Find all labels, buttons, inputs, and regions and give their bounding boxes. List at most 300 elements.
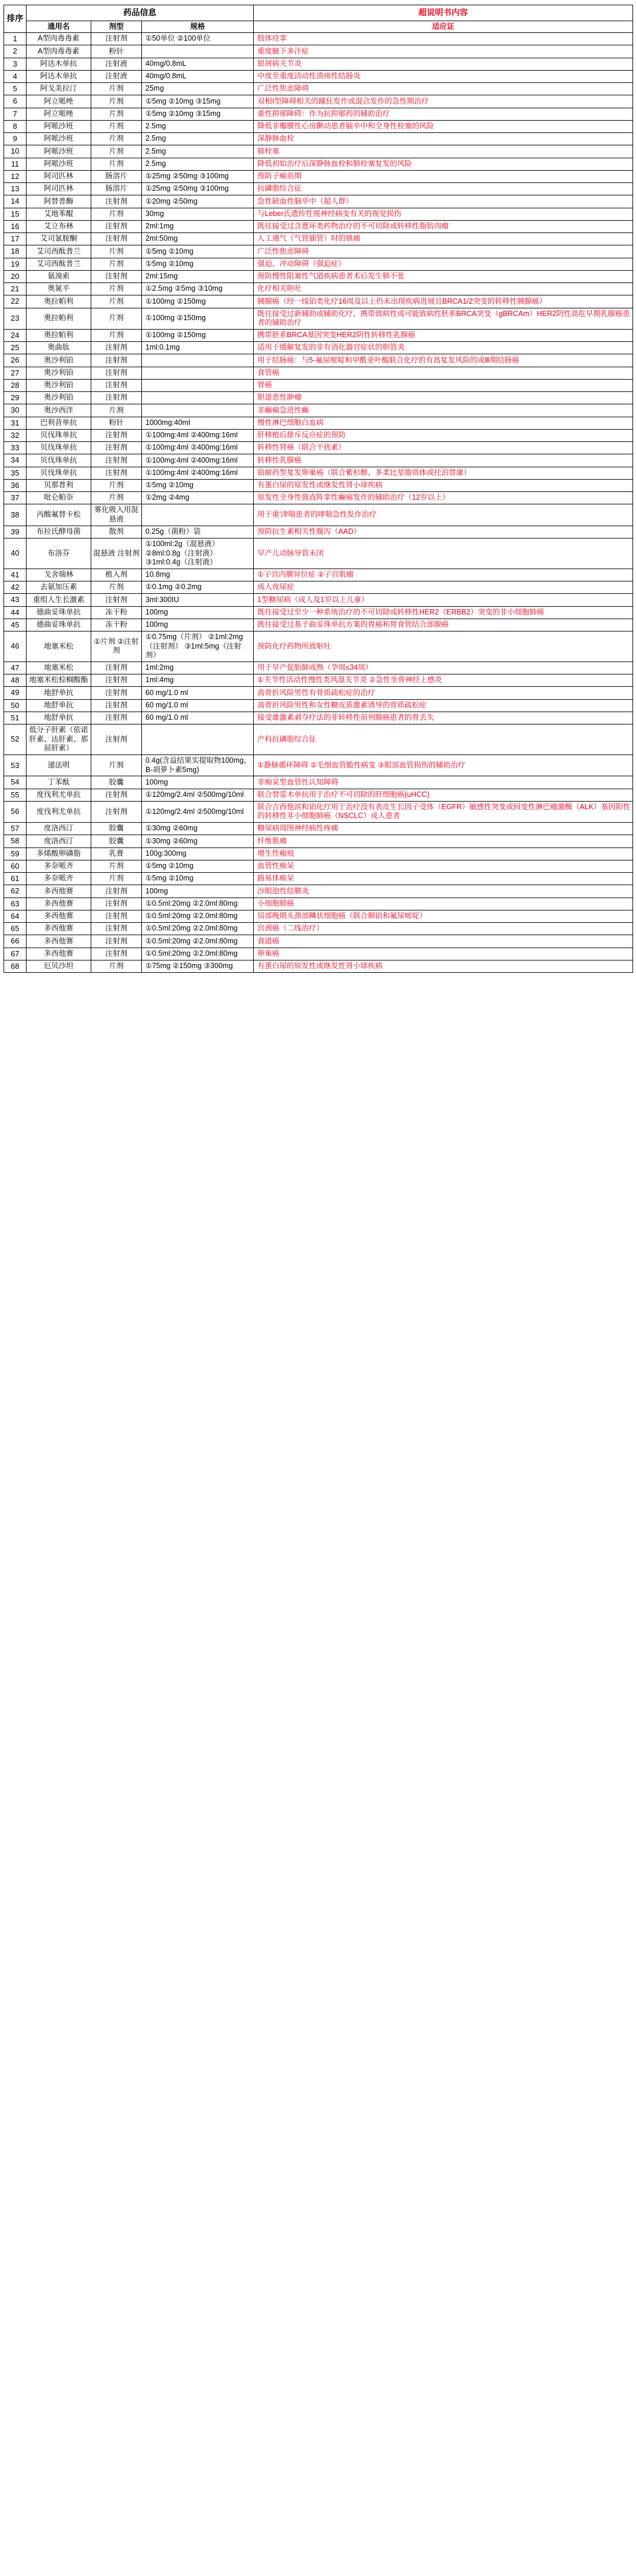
table-row [4,801,633,822]
cell-dosage-form: 注射剂 [91,885,142,898]
cell-generic-name: 阿司匹林 [26,170,91,182]
cell-index: 12 [4,170,26,182]
cell-dosage-form: 胶囊 [91,776,142,789]
cell-index: 42 [4,581,26,594]
cell-generic-name: 阿立哌唑 [26,95,91,108]
cell-indication: 广泛性焦虑障碍 [254,83,633,95]
cell-index: 19 [4,258,26,270]
header-form: 剂型 [91,21,142,33]
cell-indication: 既往接受过至少一种系统治疗的不可切除或转移性HER2（ERBB2）突变的非小细胞肺癌 [254,606,633,619]
cell-dosage-form: 注射剂 [91,789,142,801]
cell-generic-name: A型肉毒毒素 [26,45,91,58]
cell-specification: ①2.5mg ②5mg ③10mg [142,283,254,295]
cell-dosage-form: 粉针 [91,45,142,58]
table-row [4,594,633,606]
cell-indication: 血管性痴呆 [254,860,633,872]
cell-dosage-form: 注射剂 [91,392,142,404]
cell-specification: ①0.1mg ②0.2mg [142,581,254,594]
cell-dosage-form: 胶囊 [91,835,142,847]
cell-dosage-form: 注射剂 [91,687,142,699]
cell-specification: 100mg [142,606,254,619]
cell-dosage-form: 植入剂 [91,569,142,581]
cell-dosage-form: 片剂 [91,873,142,885]
cell-generic-name: 奥拉帕利 [26,295,91,308]
cell-dosage-form: 注射剂 [91,270,142,282]
cell-dosage-form: 片剂 [91,404,142,417]
cell-specification: ①100mg:4ml ②400mg:16ml [142,467,254,479]
cell-generic-name: 去氨加压素 [26,581,91,594]
cell-specification: 2.5mg [142,133,254,145]
cell-specification: ①5mg ②10mg [142,860,254,872]
cell-specification: ①25mg ②50mg ③100mg [142,170,254,182]
cell-index: 62 [4,885,26,898]
cell-specification: ①50单位 ②100单位 [142,33,254,45]
cell-indication: 抗磷脂综合征 [254,183,633,195]
cell-generic-name: 艾地苯醌 [26,208,91,220]
cell-specification [142,354,254,367]
cell-indication: 宫颈癌（二线治疗） [254,923,633,935]
cell-index: 5 [4,83,26,95]
cell-indication: 广泛性焦虑障碍 [254,245,633,258]
cell-generic-name: 地舒单抗 [26,687,91,699]
cell-specification: 60 mg/1.0 ml [142,687,254,699]
cell-dosage-form: 注射剂 [91,801,142,822]
cell-specification: ①75mg ②150mg ③300mg [142,960,254,972]
cell-indication: 银屑病关节炎 [254,58,633,70]
cell-index: 26 [4,354,26,367]
cell-dosage-form: 注射剂 [91,454,142,467]
cell-dosage-form: 片剂 [91,329,142,341]
table-row [4,631,633,662]
cell-index: 37 [4,492,26,504]
cell-specification [142,392,254,404]
cell-specification: ①30mg ②60mg [142,823,254,835]
cell-generic-name: 多西他赛 [26,948,91,960]
table-row [4,108,633,120]
cell-specification: ①100mg ②150mg [142,329,254,341]
cell-specification: 40mg/0.8mL [142,58,254,70]
cell-index: 64 [4,910,26,922]
cell-generic-name: 度洛西汀 [26,823,91,835]
cell-dosage-form: 粉针 [91,417,142,429]
cell-generic-name: 阿哌沙班 [26,158,91,170]
cell-specification: 100mg [142,885,254,898]
cell-generic-name: 阿达木单抗 [26,70,91,82]
cell-dosage-form: 片剂 [91,145,142,158]
cell-specification: 2.5mg [142,145,254,158]
cell-index: 6 [4,95,26,108]
cell-generic-name: 阿达木单抗 [26,58,91,70]
cell-index: 25 [4,342,26,354]
cell-indication: 适用于缓解复发的非有消化器官症状的胆管炎 [254,342,633,354]
cell-specification: ①5mg ②10mg [142,873,254,885]
cell-indication: 食管癌 [254,367,633,379]
cell-index: 48 [4,674,26,687]
table-row [4,354,633,367]
cell-index: 59 [4,847,26,860]
cell-index: 46 [4,631,26,662]
table-row [4,258,633,270]
cell-dosage-form: 肠溶片 [91,170,142,182]
cell-generic-name: 贝伐珠单抗 [26,467,91,479]
cell-dosage-form: 注射剂 [91,354,142,367]
cell-generic-name: 贝那普利 [26,479,91,491]
cell-index: 15 [4,208,26,220]
cell-generic-name: 德曲妥珠单抗 [26,619,91,631]
cell-generic-name: 艾立布林 [26,220,91,232]
cell-indication: 急性缺血性脑卒中（超人群） [254,195,633,208]
table-row [4,526,633,538]
cell-indication: 有蛋白尿的原发性或继发性肾小球疾病 [254,960,633,972]
cell-specification: ①100mg:4ml ②400mg:16ml [142,442,254,454]
table-row [4,183,633,195]
cell-indication: 转移性乳腺癌 [254,454,633,467]
cell-index: 2 [4,45,26,58]
cell-specification: 2ml:15mg [142,270,254,282]
cell-specification: ①30mg ②60mg [142,835,254,847]
cell-specification: ①0.5ml:20mg ②2.0ml:80mg [142,948,254,960]
cell-indication: 原发性全身性强直阵挛性癫痫发作的辅助治疗（12岁以上） [254,492,633,504]
document-page [0,0,636,985]
cell-generic-name: 递法明 [26,755,91,776]
cell-index: 43 [4,594,26,606]
cell-index: 47 [4,662,26,674]
cell-generic-name: 地塞米松 [26,662,91,674]
cell-indication: 用于结肠癌：与5-氟尿嘧啶和甲酰亚叶酸联合化疗的有高复发风险的或Ⅲ期结肠癌 [254,354,633,367]
table-row [4,860,633,872]
cell-generic-name: 度伐利尤单抗 [26,801,91,822]
cell-index: 56 [4,801,26,822]
cell-dosage-form: 注射剂 [91,233,142,245]
cell-dosage-form: 片剂 [91,755,142,776]
cell-index: 57 [4,823,26,835]
cell-indication: 重性抑郁障碍：作为抗抑郁药的辅助治疗 [254,108,633,120]
cell-indication: 既往接受过基于曲妥珠单抗方案的胃癌和胃食管结合部腺癌 [254,619,633,631]
table-row [4,674,633,687]
cell-index: 28 [4,379,26,391]
cell-indication: 用于早产促胎肺成熟（孕周≤34周） [254,662,633,674]
cell-indication: 路易体痴呆 [254,873,633,885]
cell-specification: 1ml:0.1mg [142,342,254,354]
cell-dosage-form: 片剂 [91,245,142,258]
cell-specification: ①100mg:4ml ②400mg:16ml [142,429,254,441]
cell-indication: 深静脉血栓 [254,133,633,145]
cell-indication: 既往接受过新辅助或辅助化疗、携带致病性或可能致病性胚系BRCA突变（gBRCAm）HER2阴性高危早期乳腺癌患者的辅助治疗 [254,308,633,329]
cell-generic-name: 德曲妥珠单抗 [26,606,91,619]
cell-specification [142,404,254,417]
cell-dosage-form: 片剂 [91,83,142,95]
cell-generic-name: 地塞米松 [26,631,91,662]
cell-indication: 预防慢性阻塞性气道疾病患者术后发生肺不张 [254,270,633,282]
cell-specification: ①20mg ②50mg [142,195,254,208]
cell-generic-name: 重组人生长激素 [26,594,91,606]
cell-generic-name: 巴利昔单抗 [26,417,91,429]
table-row [4,454,633,467]
cell-generic-name: 贝伐珠单抗 [26,454,91,467]
cell-dosage-form: 片剂 [91,120,142,132]
cell-index: 31 [4,417,26,429]
cell-indication: 高骨折风险男性有骨质疏松症的治疗 [254,687,633,699]
cell-specification: 10.8mg [142,569,254,581]
cell-indication: 增生性瘢痕 [254,847,633,860]
table-row [4,295,633,308]
cell-indication: 用于重'津喘患者的哮喘急性发作治疗 [254,504,633,526]
table-row [4,195,633,208]
table-row [4,885,633,898]
cell-specification: ①5mg ②10mg [142,479,254,491]
cell-generic-name: 氨溴索 [26,270,91,282]
table-row [4,898,633,910]
table-row [4,379,633,391]
table-row [4,45,633,58]
cell-indication: 强迫、冲动障碍（强迫症） [254,258,633,270]
cell-indication: 1型糖尿病（成人及1岁以上儿童） [254,594,633,606]
cell-dosage-form: 注射剂 [91,429,142,441]
table-row [4,948,633,960]
cell-specification: 100mg [142,619,254,631]
cell-dosage-form: 注射剂 [91,367,142,379]
cell-indication: 联合替雷木单抗用于治疗不可切除的肝细胞癌(uHCC) [254,789,633,801]
cell-indication: 人工通气（气管插管）时的镇痛 [254,233,633,245]
drug-offlabel-table [4,5,633,973]
cell-dosage-form: 注射剂 [91,699,142,712]
cell-indication: 联合吉西他滨和铂化疗用于治疗没有表皮生长因子受体（EGFR）敏感性突变或间变性淋巴瘤激酶（ALK）基因阳性的转移性非小细胞肺癌（NSCLC）成人患者 [254,801,633,822]
cell-indication: ①关节性活动性慢性类风湿关节炎 ②急性坐骨神经上感炎 [254,674,633,687]
cell-indication: 预防抗生素相关性腹泻（AAD） [254,526,633,538]
cell-index: 8 [4,120,26,132]
table-row [4,208,633,220]
cell-index: 36 [4,479,26,491]
table-row [4,270,633,282]
cell-indication: 卵巢癌 [254,948,633,960]
cell-dosage-form: 乳膏 [91,847,142,860]
table-row [4,83,633,95]
header-generic: 通用名 [26,21,91,33]
cell-dosage-form: 注射剂 [91,220,142,232]
table-row [4,847,633,860]
cell-specification [142,724,254,755]
table-row [4,581,633,594]
table-row [4,755,633,776]
cell-specification: ①100ml:2g（混悬液） ②8ml:0.8g（注射液） ③1ml:0.4g（注射液） [142,538,254,569]
cell-specification: 3ml:300IU [142,594,254,606]
cell-generic-name: 厄贝沙坦 [26,960,91,972]
cell-generic-name: 地舒单抗 [26,712,91,724]
cell-generic-name: 度伐利尤单抗 [26,789,91,801]
cell-specification: 60 mg/1.0 ml [142,699,254,712]
cell-indication: 产科抗磷脂综合征 [254,724,633,755]
cell-indication: 降低初始治疗后深静脉血栓和肺栓塞复发的风险 [254,158,633,170]
table-row [4,342,633,354]
cell-indication: 胆道恶性肿瘤 [254,392,633,404]
table-row [4,392,633,404]
cell-dosage-form: 散剂 [91,526,142,538]
table-row [4,662,633,674]
table-header-group-row [4,5,633,21]
cell-dosage-form: 注射剂 [91,342,142,354]
cell-specification: ①0.5ml:20mg ②2.0ml:80mg [142,935,254,948]
cell-generic-name: 奥沙利铂 [26,367,91,379]
cell-index: 68 [4,960,26,972]
cell-specification [142,379,254,391]
cell-generic-name: 地舒单抗 [26,699,91,712]
cell-dosage-form: 注射剂 [91,662,142,674]
cell-indication: 非癫痫急进性癫 [254,404,633,417]
cell-specification [142,45,254,58]
table-row [4,923,633,935]
cell-indication: 小细胞肺癌 [254,898,633,910]
cell-index: 53 [4,755,26,776]
cell-indication: 肝移植后排斥反应症的预防 [254,429,633,441]
cell-dosage-form: 注射液 [91,70,142,82]
cell-dosage-form: 注射剂 [91,923,142,935]
table-row [4,429,633,441]
table-row [4,699,633,712]
cell-generic-name: 地塞米松棕榈酸酯 [26,674,91,687]
table-row [4,835,633,847]
cell-index: 10 [4,145,26,158]
table-row [4,308,633,329]
cell-specification [142,367,254,379]
table-row [4,417,633,429]
cell-dosage-form: 片剂 [91,108,142,120]
cell-indication: 胃癌 [254,379,633,391]
cell-generic-name: 奥拉帕利 [26,329,91,341]
cell-specification: 25mg [142,83,254,95]
cell-dosage-form: 注射剂 [91,948,142,960]
table-header-row [4,21,633,33]
cell-index: 3 [4,58,26,70]
cell-indication: 糖尿病周围神经病性疼痛 [254,823,633,835]
cell-dosage-form: 注射剂 [91,442,142,454]
cell-indication: 转移性肾癌（联合干扰素） [254,442,633,454]
cell-indication: 中度至重度活动性溃疡性结肠炎 [254,70,633,82]
cell-dosage-form: 冻干粉 [91,619,142,631]
cell-dosage-form: 片剂 [91,479,142,491]
cell-specification: ①0.5ml:20mg ②2.0ml:80mg [142,910,254,922]
cell-dosage-form: 肠溶片 [91,183,142,195]
cell-generic-name: 多奈哌齐 [26,873,91,885]
cell-index: 7 [4,108,26,120]
table-row [4,404,633,417]
cell-dosage-form: 片剂 [91,283,142,295]
table-row [4,569,633,581]
cell-dosage-form: 片剂 [91,960,142,972]
cell-specification: 100g:300mg [142,847,254,860]
cell-indication: 降低非瓣膜性心房颤动患者脑卒中和全身性栓塞的风险 [254,120,633,132]
cell-index: 34 [4,454,26,467]
cell-dosage-form: 注射液 [91,58,142,70]
cell-specification: 1000mg:40ml [142,417,254,429]
cell-index: 66 [4,935,26,948]
cell-indication: 铂耐药型复发卵巢癌（联合紫杉醇、多柔比星脂质体或托泊替康） [254,467,633,479]
cell-index: 13 [4,183,26,195]
cell-dosage-form: 注射剂 [91,195,142,208]
cell-specification: ①5mg ②10mg [142,258,254,270]
cell-generic-name: 吡仑帕奈 [26,492,91,504]
cell-index: 33 [4,442,26,454]
cell-indication: 与Leber氏遗传性视神经病变有关的视觉损伤 [254,208,633,220]
cell-index: 32 [4,429,26,441]
cell-specification: 1ml:4mg [142,674,254,687]
cell-dosage-form: 片剂 [91,295,142,308]
cell-index: 49 [4,687,26,699]
cell-dosage-form: 胶囊 [91,823,142,835]
header-indication: 适应证 [254,21,633,33]
cell-generic-name: 布拉氏酵母菌 [26,526,91,538]
cell-generic-name: 多西他赛 [26,885,91,898]
cell-indication: 重度腋下多汗症 [254,45,633,58]
cell-specification: 100mg [142,776,254,789]
cell-specification: 30mg [142,208,254,220]
cell-specification: ①25mg ②50mg ③100mg [142,183,254,195]
cell-indication: 肢体痉挛 [254,33,633,45]
cell-index: 65 [4,923,26,935]
cell-generic-name: 奥沙利铂 [26,392,91,404]
cell-generic-name: 多西他赛 [26,898,91,910]
cell-generic-name: 阿哌沙班 [26,145,91,158]
cell-generic-name: 奥沙西泮 [26,404,91,417]
cell-generic-name: 丙酸氟替卡松 [26,504,91,526]
cell-specification: ①120mg/2.4ml ②500mg/10ml [142,801,254,822]
table-row [4,467,633,479]
cell-specification: 0.4g(含益结果实提取物100mg、B-胡萝卜素5mg) [142,755,254,776]
cell-specification: 2.5mg [142,120,254,132]
cell-generic-name: 阿立哌唑 [26,108,91,120]
cell-specification: ①0.75mg（片剂） ②1ml:2mg（注射剂） ③1ml:5mg（注射剂） [142,631,254,662]
header-group-indication: 超说明书内容 [254,5,633,21]
table-row [4,245,633,258]
table-row [4,145,633,158]
cell-generic-name: 阿哌沙班 [26,133,91,145]
cell-dosage-form: 片剂 [91,860,142,872]
cell-specification: 1ml:2mg [142,662,254,674]
cell-indication: 化疗相关呕吐 [254,283,633,295]
table-row [4,479,633,491]
cell-dosage-form: 注射剂 [91,935,142,948]
cell-generic-name: 阿替普酶 [26,195,91,208]
cell-generic-name: 低分子肝素（依诺肝素、达肝素、那屈肝素） [26,724,91,755]
cell-generic-name: 阿戈美拉汀 [26,83,91,95]
cell-specification: ①100mg ②150mg [142,308,254,329]
cell-generic-name: 艾司西酞普兰 [26,245,91,258]
cell-generic-name: 贝伐珠单抗 [26,429,91,441]
cell-index: 21 [4,283,26,295]
cell-specification: 60 mg/1.0 ml [142,712,254,724]
cell-index: 35 [4,467,26,479]
cell-index: 9 [4,133,26,145]
table-row [4,33,633,45]
cell-indication: 肺栓塞 [254,145,633,158]
cell-dosage-form: 片剂 [91,258,142,270]
table-row [4,776,633,789]
cell-index: 27 [4,367,26,379]
cell-dosage-form: 片剂 [91,581,142,594]
cell-dosage-form: 冻干粉 [91,606,142,619]
cell-indication: 胰腺癌（经一线铂类化疗16周及以上仍未出现疾病进展且BRCA1/2突变的转移性胰腺癌） [254,295,633,308]
cell-index: 38 [4,504,26,526]
cell-specification: ①2mg ②4mg [142,492,254,504]
table-row [4,873,633,885]
cell-specification: ①5mg ②10mg [142,245,254,258]
cell-specification [142,504,254,526]
table-row [4,935,633,948]
cell-dosage-form: 片剂 [91,95,142,108]
cell-dosage-form: 片剂 [91,308,142,329]
cell-indication: 食道癌 [254,935,633,948]
cell-indication: 高骨折风险男性和女性糖皮质激素诱导的骨质疏松症 [254,699,633,712]
cell-indication: 携带胚系BRCA基因突变HER2阴性转移性乳腺癌 [254,329,633,341]
